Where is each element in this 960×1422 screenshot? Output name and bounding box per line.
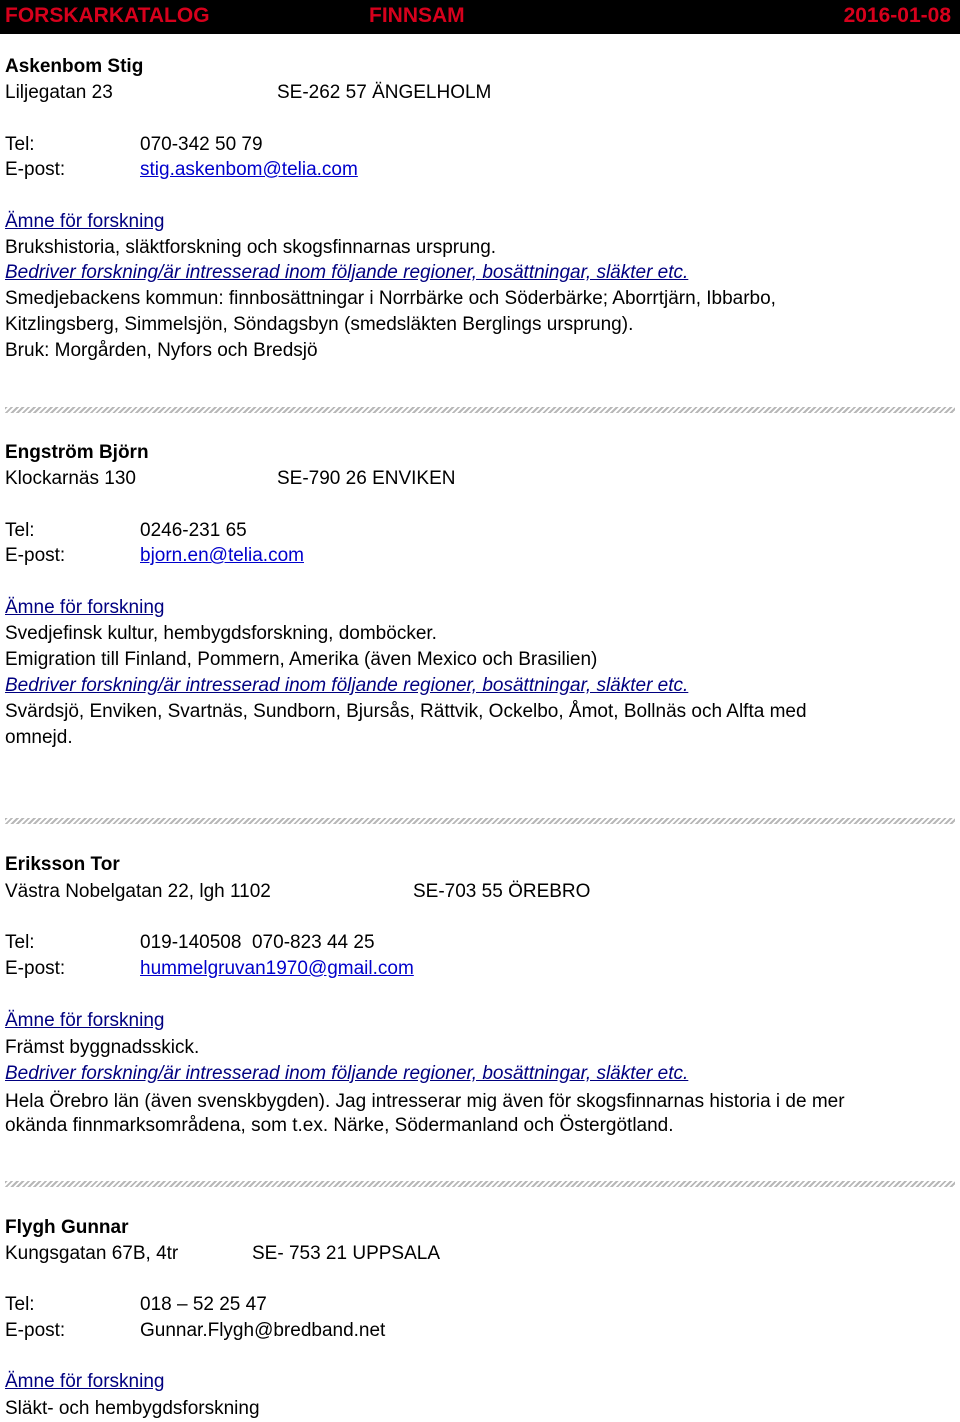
regions-text: omnejd. bbox=[5, 727, 73, 748]
regions-heading: Bedriver forskning/är intresserad inom följande regioner, bosättningar, släkter etc. bbox=[5, 1063, 689, 1084]
tel-label: Tel: bbox=[5, 932, 35, 953]
page-header bbox=[0, 0, 960, 34]
subject-heading: Ämne för forskning bbox=[5, 1371, 165, 1392]
entry-phone: 019-140508 070-823 44 25 bbox=[140, 932, 375, 953]
entry-street: Klockarnäs 130 bbox=[5, 468, 136, 489]
entry-name: Eriksson Tor bbox=[5, 854, 120, 875]
regions-text: Hela Örebro län (även svenskbygden). Jag intresserar mig även för skogsfinnarnas historia i de mer bbox=[5, 1091, 845, 1112]
regions-text: Kitzlingsberg, Simmelsjön, Söndagsbyn (smedsläkten Berglings ursprung). bbox=[5, 314, 634, 335]
entry-email-link[interactable]: hummelgruvan1970@gmail.com bbox=[140, 958, 414, 979]
regions-heading: Bedriver forskning/är intresserad inom följande regioner, bosättningar, släkter etc. bbox=[5, 262, 689, 283]
header-organization: FINNSAM bbox=[369, 4, 465, 27]
entry-postal-address: SE-262 57 ÄNGELHOLM bbox=[277, 82, 492, 103]
regions-text: Svärdsjö, Enviken, Svartnäs, Sundborn, Bjursås, Rättvik, Ockelbo, Åmot, Bollnäs och Alfta med bbox=[5, 701, 807, 722]
entry-email-link[interactable]: stig.askenbom@telia.com bbox=[140, 159, 358, 180]
entry-separator bbox=[5, 407, 955, 413]
entry-phone: 018 – 52 25 47 bbox=[140, 1294, 267, 1315]
entry-phone: 070-342 50 79 bbox=[140, 134, 263, 155]
regions-text: okända finnmarksområdena, som t.ex. Närke, Södermanland och Östergötland. bbox=[5, 1115, 674, 1136]
entry-name: Engström Björn bbox=[5, 442, 149, 463]
entry-postal-address: SE-790 26 ENVIKEN bbox=[277, 468, 456, 489]
email-label: E-post: bbox=[5, 545, 66, 566]
subject-text: Släkt- och hembygdsforskning bbox=[5, 1398, 260, 1419]
entry-postal-address: SE-703 55 ÖREBRO bbox=[413, 881, 591, 902]
header-catalog-title: FORSKARKATALOG bbox=[5, 4, 210, 27]
subject-heading: Ämne för forskning bbox=[5, 597, 165, 618]
subject-text: Svedjefinsk kultur, hembygdsforskning, domböcker. bbox=[5, 623, 437, 644]
entry-phone: 0246-231 65 bbox=[140, 520, 247, 541]
entry-separator bbox=[5, 1181, 955, 1187]
subject-heading: Ämne för forskning bbox=[5, 211, 165, 232]
regions-text: Smedjebackens kommun: finnbosättningar i Norrbärke och Söderbärke; Aborrtjärn, Ibbarbo, bbox=[5, 288, 776, 309]
subject-heading: Ämne för forskning bbox=[5, 1010, 165, 1031]
subject-text: Främst byggnadsskick. bbox=[5, 1037, 200, 1058]
regions-text: Bruk: Morgården, Nyfors och Bredsjö bbox=[5, 340, 318, 361]
entry-postal-address: SE- 753 21 UPPSALA bbox=[252, 1243, 440, 1264]
subject-text: Brukshistoria, släktforskning och skogsfinnarnas ursprung. bbox=[5, 237, 497, 258]
entry-name: Flygh Gunnar bbox=[5, 1217, 129, 1238]
entry-name: Askenbom Stig bbox=[5, 56, 144, 77]
tel-label: Tel: bbox=[5, 1294, 35, 1315]
entry-separator bbox=[5, 818, 955, 824]
header-date: 2016-01-08 bbox=[843, 4, 951, 27]
entry-email: Gunnar.Flygh@bredband.net bbox=[140, 1320, 386, 1341]
tel-label: Tel: bbox=[5, 134, 35, 155]
tel-label: Tel: bbox=[5, 520, 35, 541]
entry-street: Liljegatan 23 bbox=[5, 82, 113, 103]
entry-street: Kungsgatan 67B, 4tr bbox=[5, 1243, 179, 1264]
email-label: E-post: bbox=[5, 159, 66, 180]
email-label: E-post: bbox=[5, 1320, 66, 1341]
entry-email-link[interactable]: bjorn.en@telia.com bbox=[140, 545, 304, 566]
email-label: E-post: bbox=[5, 958, 66, 979]
regions-heading: Bedriver forskning/är intresserad inom följande regioner, bosättningar, släkter etc. bbox=[5, 675, 689, 696]
subject-text: Emigration till Finland, Pommern, Amerika (även Mexico och Brasilien) bbox=[5, 649, 598, 670]
entry-street: Västra Nobelgatan 22, lgh 1102 bbox=[5, 881, 271, 902]
